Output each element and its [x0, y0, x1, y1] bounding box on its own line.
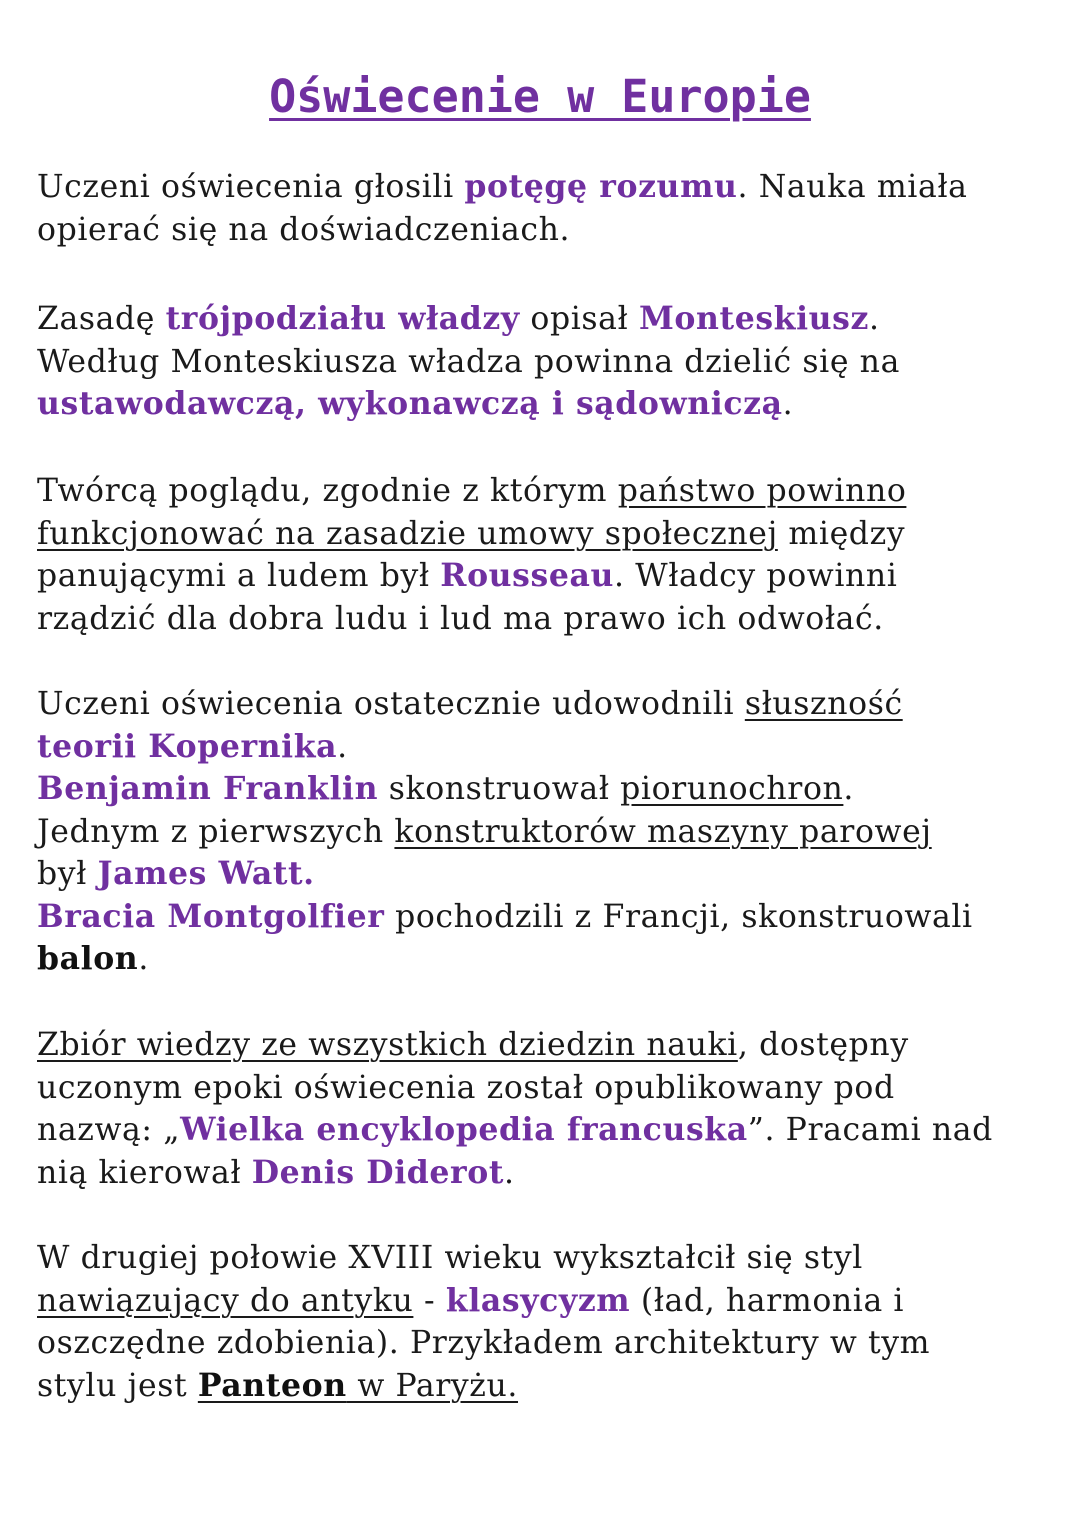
highlight-name: Bracia Montgolfier	[37, 897, 385, 935]
paragraph-separation-of-powers	[37, 298, 1057, 426]
text-line: Uczeni oświecenia głosili potęgę rozumu. Nauka miała	[37, 168, 968, 205]
text-line: ustawodawczą, wykonawczą i sądowniczą.	[37, 385, 794, 422]
paragraph-inventions	[37, 683, 1057, 981]
text-line: nazwą: „Wielka encyklopedia francuska”. Pracami nad	[37, 1111, 993, 1148]
text-line: opierać się na doświadczeniach.	[37, 211, 571, 248]
highlight-name: Rousseau	[440, 557, 615, 594]
highlight-term: potęgę rozumu	[464, 168, 738, 205]
text-line: uczonym epoki oświecenia został opublikowany pod	[37, 1069, 895, 1106]
paragraph-classicism	[37, 1237, 1057, 1407]
highlight-term: trójpodziału władzy	[165, 300, 520, 337]
underlined-phrase: słuszność	[744, 686, 903, 722]
text-line: W drugiej połowie XVIII wieku wykształcił się styl	[37, 1240, 863, 1276]
highlight-name: Benjamin Franklin	[37, 770, 379, 807]
highlight-name: James Watt.	[97, 855, 315, 892]
page-title: Oświecenie w Europie	[269, 70, 811, 123]
text-line: Twórcą poglądu, zgodnie z którym państwo powinno	[37, 473, 907, 509]
underlined-phrase: piorunochron	[620, 771, 844, 807]
highlight-term: ustawodawczą, wykonawczą i sądowniczą	[37, 385, 783, 422]
bold-term: Panteon	[197, 1366, 347, 1404]
text-line: Bracia Montgolfier pochodzili z Francji, skonstruowali	[37, 897, 973, 935]
text-line: oszczędne zdobienia). Przykładem architektury w tym	[37, 1325, 931, 1361]
text-line: teorii Kopernika.	[37, 727, 348, 765]
bold-term: balon	[37, 940, 139, 977]
text-line: Jednym z pierwszych konstruktorów maszyny parowej	[37, 813, 932, 850]
highlight-term: teorii Kopernika	[37, 727, 338, 765]
highlight-name: Denis Diderot	[251, 1153, 504, 1191]
paragraph-reason	[37, 166, 1057, 251]
text-line: rządzić dla dobra ludu i lud ma prawo ich odwołać.	[37, 600, 884, 637]
text-line: był James Watt.	[37, 855, 315, 892]
underlined-phrase: funkcjonować na zasadzie umowy społecznej	[37, 515, 778, 552]
text-line: nawiązujący do antyku - klasycyzm (ład, harmonia i	[37, 1281, 905, 1319]
underlined-phrase: nawiązujący do antyku	[37, 1282, 414, 1319]
underlined-phrase: Panteon w Paryżu.	[197, 1366, 519, 1404]
highlight-name: Monteskiusz	[638, 300, 869, 337]
text-line: nią kierował Denis Diderot.	[37, 1153, 515, 1191]
underlined-phrase: Zbiór wiedzy ze wszystkich dziedzin nauki	[37, 1027, 738, 1063]
highlight-term: klasycyzm	[445, 1281, 631, 1319]
text-line: balon.	[37, 940, 149, 977]
text-line: stylu jest Panteon w Paryżu.	[37, 1366, 519, 1404]
text-line: funkcjonować na zasadzie umowy społecznej między	[37, 515, 906, 552]
text-line: Zbiór wiedzy ze wszystkich dziedzin nauki, dostępny	[37, 1027, 909, 1063]
text-line: Benjamin Franklin skonstruował piorunochron.	[37, 770, 855, 807]
text-line: Uczeni oświecenia ostatecznie udowodnili słuszność	[37, 686, 903, 722]
text-line: Według Monteskiusza władza powinna dzielić się na	[37, 343, 900, 380]
text-line: panującymi a ludem był Rousseau. Władcy powinni	[37, 557, 898, 594]
highlight-term: Wielka encyklopedia francuska	[180, 1111, 748, 1148]
underlined-phrase: państwo powinno	[617, 473, 907, 509]
paragraph-social-contract	[37, 470, 1057, 640]
underlined-phrase: konstruktorów maszyny parowej	[394, 813, 932, 850]
paragraph-encyclopedia	[37, 1024, 1057, 1194]
text-line: Zasadę trójpodziału władzy opisał Monteskiusz.	[37, 300, 880, 337]
